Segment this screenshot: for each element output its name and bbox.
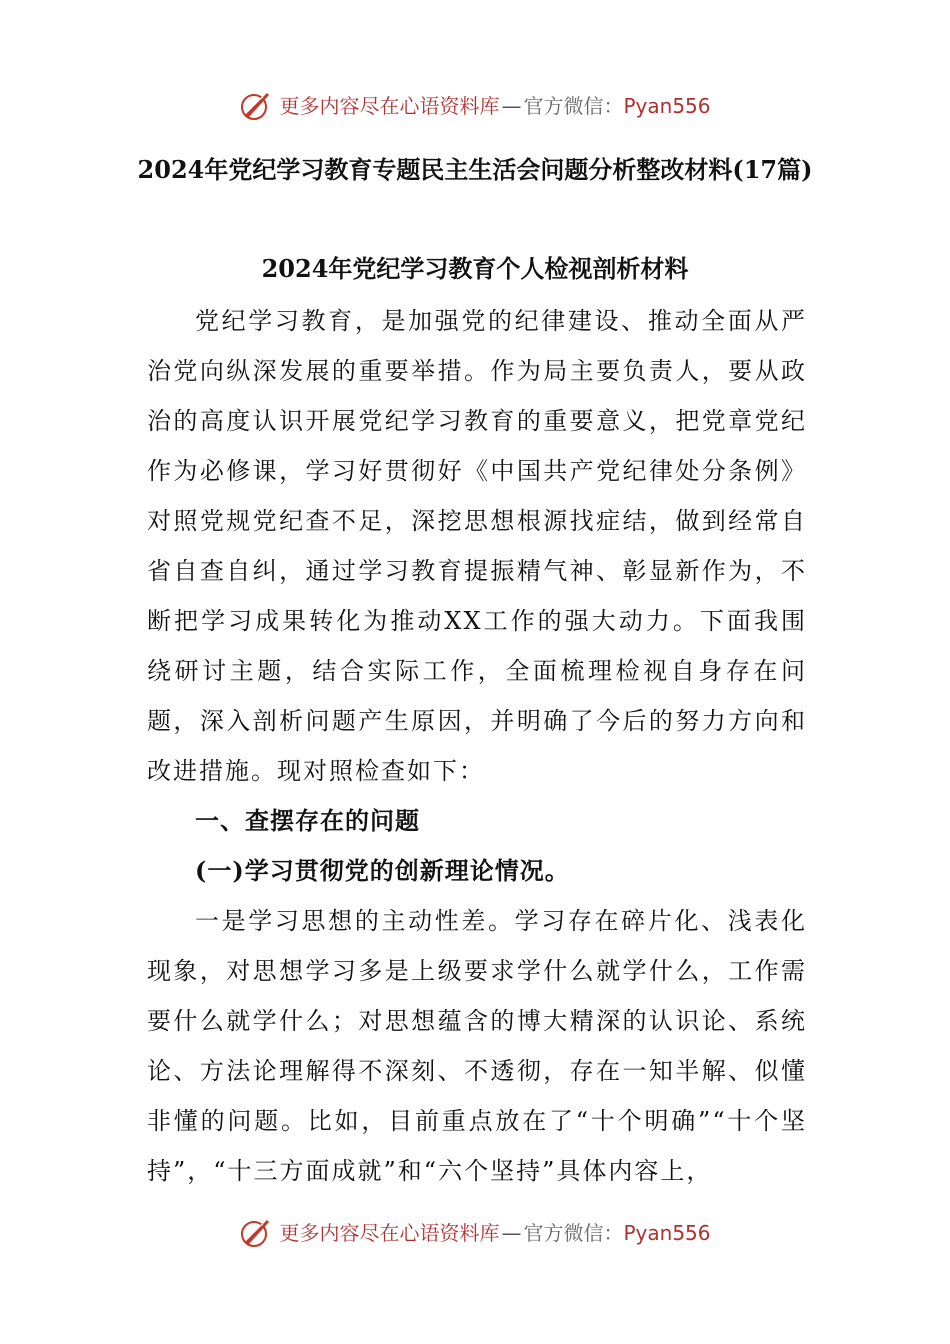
banner-separator: — — [501, 93, 522, 118]
paragraph-intro: 党纪学习教育，是加强党的纪律建设、推动全面从严治党向纵深发展的重要举措。作为局主要负责人，要从政治的高度认识开展党纪学习教育的重要意义，把党章党纪作为必修课，学习好贯彻好《中国共产党纪律处分条例》对照党规党纪查不足，深挖思想根源找症结，做到经常自省自查自纠，通过学习教育提振精气神、彰显新作为，不断把学习成果转化为推动XX工作的强大动力。下面我围绕研讨主题，结合实际工作，全面梳理检视自身存在问题，深入剖析问题产生原因，并明确了今后的努力方向和改进措施。现对照检查如下： — [147, 307, 807, 785]
banner-wechat-label: 官方微信： — [523, 1220, 624, 1245]
document-title: 2024年党纪学习教育专题民主生活会问题分析整改材料(17篇) — [137, 155, 813, 184]
quill-logo-icon — [239, 1216, 273, 1250]
section-heading-2: (一)学习贯彻党的创新理论情况。 — [195, 856, 570, 885]
quill-logo-icon — [239, 89, 273, 123]
document-subtitle: 2024年党纪学习教育个人检视剖析材料 — [261, 254, 689, 283]
banner-separator: — — [501, 1220, 522, 1245]
banner-account: Pyan556 — [623, 93, 711, 118]
banner-wechat-label: 官方微信： — [523, 93, 624, 118]
header-banner — [0, 84, 950, 124]
section-heading-1: 一、查摆存在的问题 — [195, 806, 420, 835]
footer-banner — [0, 1211, 950, 1251]
banner-site: 更多内容尽在心语资料库 — [279, 93, 500, 118]
paragraph-point-1: 一是学习思想的主动性差。学习存在碎片化、浅表化现象，对思想学习多是上级要求学什么就学什么，工作需要什么就学什么；对思想蕴含的博大精深的认识论、系统论、方法论理解得不深刻、不透彻，存在一知半解、似懂非懂的问题。比如，目前重点放在了“十个明确”“十个坚持”，“十三方面成就”和“六个坚持”具体内容上， — [147, 907, 807, 1185]
banner-account: Pyan556 — [623, 1220, 711, 1245]
banner-site: 更多内容尽在心语资料库 — [279, 1220, 500, 1245]
document-body — [147, 296, 807, 1196]
